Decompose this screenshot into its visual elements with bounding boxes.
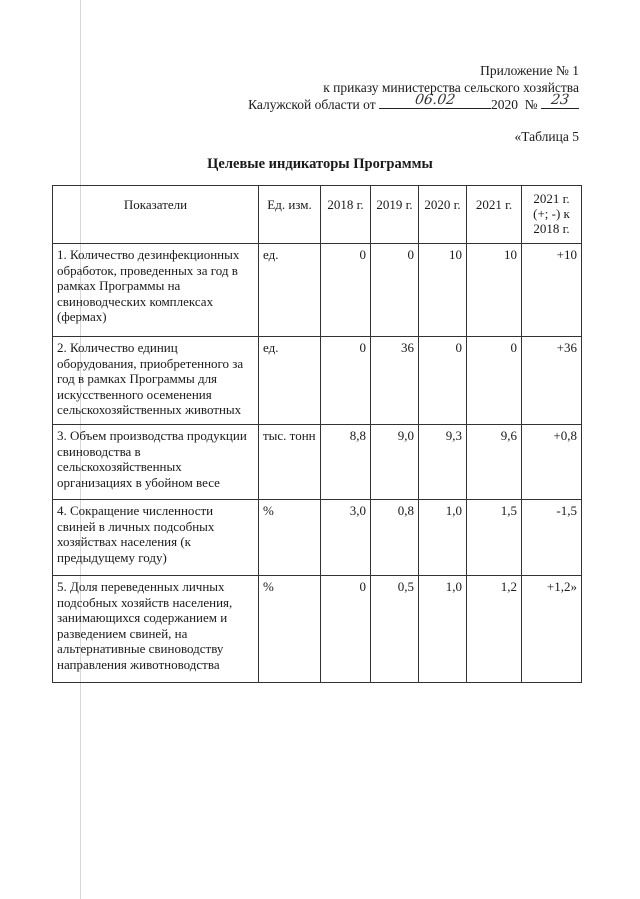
indicator-unit: тыс. тонн — [259, 425, 321, 500]
col-header-2020: 2020 г. — [419, 186, 467, 244]
value-2020: 10 — [419, 244, 467, 337]
table-row — [53, 576, 582, 683]
document-title: Целевые индикаторы Программы — [207, 156, 433, 172]
indicator-name: 4. Сокращение численности свиней в личных подсобных хозяйствах населения (к предыдущему году) — [53, 500, 259, 576]
value-2020: 9,3 — [419, 425, 467, 500]
value-2021: 1,2 — [467, 576, 522, 683]
indicator-unit: % — [259, 576, 321, 683]
appendix-heading: Приложение № 1 — [480, 63, 579, 78]
col-header-diff: 2021 г. (+; -) к 2018 г. — [522, 186, 582, 244]
number-sign: № — [524, 97, 538, 112]
value-2019: 9,0 — [371, 425, 419, 500]
col-header-2021: 2021 г. — [467, 186, 522, 244]
year-text: 2020 — [490, 97, 518, 112]
date-blank — [379, 92, 491, 109]
table-row — [53, 500, 582, 576]
order-reference: к приказу министерства сельского хозяйства — [323, 80, 579, 95]
value-2020: 1,0 — [419, 500, 467, 576]
indicator-name: 5. Доля переведенных личных подсобных хозяйств населения, занимающихся содержанием и разведением свиней, на альтернативные свиноводству направления животноводства — [53, 576, 259, 683]
table-row — [53, 337, 582, 425]
value-diff: +10 — [522, 244, 582, 337]
value-2021: 10 — [467, 244, 522, 337]
value-2019: 0 — [371, 244, 419, 337]
value-diff: +1,2» — [522, 576, 582, 683]
table-label: «Таблица 5 — [514, 129, 579, 144]
value-diff: -1,5 — [522, 500, 582, 576]
col-header-unit: Ед. изм. — [259, 186, 321, 244]
value-2018: 3,0 — [321, 500, 371, 576]
value-2021: 9,6 — [467, 425, 522, 500]
handwritten-date: 06.02 — [413, 92, 457, 108]
indicator-unit: ед. — [259, 244, 321, 337]
table-row — [53, 244, 582, 337]
value-2021: 0 — [467, 337, 522, 425]
indicator-name: 1. Количество дезинфекционных обработок, проведенных за год в рамках Программы на свиноводческих комплексах (фермах) — [53, 244, 259, 337]
col-header-2019: 2019 г. — [371, 186, 419, 244]
handwritten-number: 23 — [550, 92, 571, 108]
indicator-name: 3. Объем производства продукции свиноводства в сельскохозяйственных организациях в убойном весе — [53, 425, 259, 500]
value-2019: 36 — [371, 337, 419, 425]
value-2018: 0 — [321, 337, 371, 425]
indicator-unit: ед. — [259, 337, 321, 425]
col-header-indicator: Показатели — [53, 186, 259, 244]
value-2018: 0 — [321, 244, 371, 337]
order-date-line — [248, 92, 579, 113]
indicator-unit: % — [259, 500, 321, 576]
value-2020: 0 — [419, 337, 467, 425]
region-prefix: Калужской области от — [248, 97, 376, 112]
indicator-name: 2. Количество единиц оборудования, приобретенного за год в рамках Программы для искусственного осеменения сельскохозяйственных животных — [53, 337, 259, 425]
value-2019: 0,8 — [371, 500, 419, 576]
table-header-row — [53, 186, 582, 244]
value-2020: 1,0 — [419, 576, 467, 683]
number-blank — [541, 92, 579, 109]
value-diff: +36 — [522, 337, 582, 425]
indicators-table — [52, 185, 582, 683]
table-row — [53, 425, 582, 500]
value-2021: 1,5 — [467, 500, 522, 576]
value-diff: +0,8 — [522, 425, 582, 500]
value-2018: 0 — [321, 576, 371, 683]
col-header-2018: 2018 г. — [321, 186, 371, 244]
value-2018: 8,8 — [321, 425, 371, 500]
value-2019: 0,5 — [371, 576, 419, 683]
